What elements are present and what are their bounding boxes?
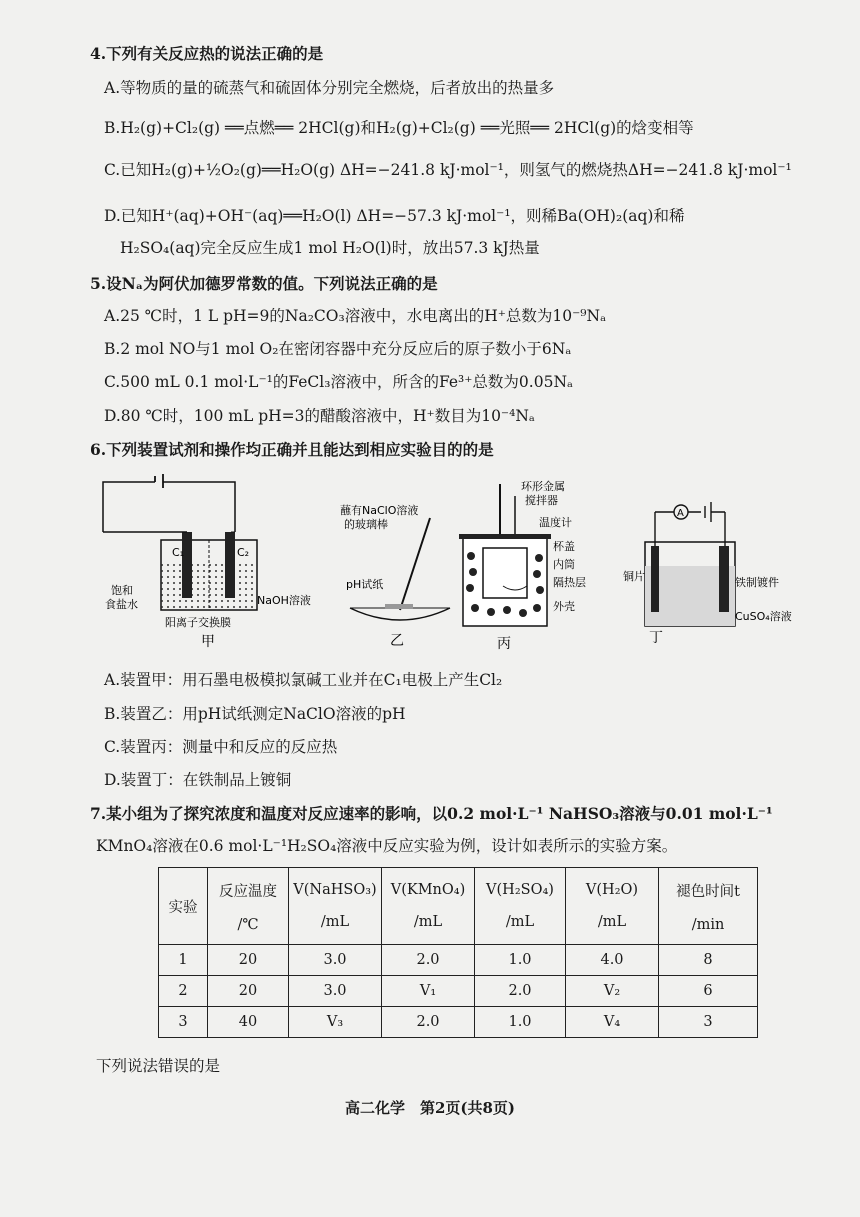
saturated-brine-label: 饱和 <box>111 584 133 597</box>
apparatus-yi-diagram <box>330 500 460 650</box>
header-v-h2so4: V(H₂SO₄) /mL <box>475 868 566 945</box>
cell: 2 <box>159 976 208 1007</box>
cell: 40 <box>208 1007 289 1038</box>
cuso4-label: CuSO₄溶液 <box>735 610 792 623</box>
q7-stem-line1: 7.某小组为了探究浓度和温度对反应速率的影响，以0.2 mol·L⁻¹ NaHSO₃溶液与0.01 mol·L⁻¹ <box>90 804 773 823</box>
q4-option-d-line2: H₂SO₄(aq)完全反应生成1 mol H₂O(l)时，放出57.3 kJ热量 <box>120 239 540 257</box>
table-row <box>159 976 758 1007</box>
inner-cup-label: 内筒 <box>553 558 575 571</box>
cell: 3.0 <box>289 945 382 976</box>
cell: 3 <box>159 1007 208 1038</box>
q5-option-b: B.2 mol NO与1 mol O₂在密闭容器中充分反应后的原子数小于6Nₐ <box>104 340 572 358</box>
q6-option-c: C.装置丙：测量中和反应的反应热 <box>104 738 338 756</box>
cell: V₁ <box>382 976 475 1007</box>
cell: 1.0 <box>475 945 566 976</box>
cell: 2.0 <box>382 1007 475 1038</box>
experiment-table <box>158 867 758 1038</box>
membrane-label: 阳离子交换膜 <box>165 616 231 629</box>
copper-label: 铜片 <box>623 570 645 583</box>
stirrer-label-2: 搅拌器 <box>525 494 558 507</box>
cell: 20 <box>208 945 289 976</box>
table-header-row <box>159 868 758 945</box>
header-temperature: 反应温度 /℃ <box>208 868 289 945</box>
q7-stem-line2: KMnO₄溶液在0.6 mol·L⁻¹H₂SO₄溶液中反应实验为例，设计如表所示的实验方案。 <box>96 837 678 855</box>
header-fade-time: 褪色时间t /min <box>659 868 758 945</box>
q5-option-d: D.80 ℃时，100 mL pH=3的醋酸溶液中，H⁺数目为10⁻⁴Nₐ <box>104 407 535 425</box>
cell: 2.0 <box>382 945 475 976</box>
page-footer: 高二化学 第2页(共8页) <box>344 1099 516 1117</box>
shell-label: 外壳 <box>553 600 575 613</box>
cell: 3 <box>659 1007 758 1038</box>
electrode-c2-label: C₂ <box>237 546 250 559</box>
apparatus-jia-name: 甲 <box>201 634 215 650</box>
ammeter-label: A <box>677 508 684 519</box>
header-v-kmno4: V(KMnO₄) /mL <box>382 868 475 945</box>
cell: 1 <box>159 945 208 976</box>
rod-label-1: 蘸有NaClO溶液 <box>340 504 419 517</box>
rod-label-2: 的玻璃棒 <box>344 518 388 531</box>
q5-stem: 5.设Nₐ为阿伏加德罗常数的值。下列说法正确的是 <box>90 274 438 293</box>
q7-after-table: 下列说法错误的是 <box>96 1057 221 1075</box>
header-v-nahso3: V(NaHSO₃) /mL <box>289 868 382 945</box>
table-row <box>159 1007 758 1038</box>
q5-option-c: C.500 mL 0.1 mol·L⁻¹的FeCl₃溶液中，所含的Fe³⁺总数为0.05Nₐ <box>104 373 573 391</box>
iron-item-label: 铁制镀件 <box>735 576 779 589</box>
apparatus-ding-diagram <box>623 500 792 650</box>
insulation-label: 隔热层 <box>553 576 586 589</box>
apparatus-bing-name: 丙 <box>497 636 511 652</box>
cell: 1.0 <box>475 1007 566 1038</box>
q4-option-c: C.已知H₂(g)+½O₂(g)══H₂O(g) ΔH=−241.8 kJ·mol⁻¹，则氢气的燃烧热ΔH=−241.8 kJ·mol⁻¹ <box>104 161 792 179</box>
q4-option-a: A.等物质的量的硫蒸气和硫固体分别完全燃烧，后者放出的热量多 <box>104 79 555 97</box>
apparatus-ding-name: 丁 <box>649 630 663 646</box>
cell: 8 <box>659 945 758 976</box>
q6-option-d: D.装置丁：在铁制品上镀铜 <box>104 771 292 789</box>
cell: 3.0 <box>289 976 382 1007</box>
q5-option-a: A.25 ℃时，1 L pH=9的Na₂CO₃溶液中，水电离出的H⁺总数为10⁻⁹Nₐ <box>104 307 607 325</box>
electrode-c1-label: C₁ <box>172 546 185 559</box>
apparatus-yi-name: 乙 <box>390 633 404 649</box>
q6-option-a: A.装置甲：用石墨电极模拟氯碱工业并在C₁电极上产生Cl₂ <box>104 671 503 689</box>
header-experiment: 实验 <box>159 868 208 945</box>
cell: 20 <box>208 976 289 1007</box>
q4-option-d-line1: D.已知H⁺(aq)+OH⁻(aq)══H₂O(l) ΔH=−57.3 kJ·mol⁻¹，则稀Ba(OH)₂(aq)和稀 <box>104 207 685 225</box>
thermometer-label: 温度计 <box>539 516 572 529</box>
table-row <box>159 945 758 976</box>
apparatus-jia-diagram <box>45 472 311 652</box>
q4-option-b: B.H₂(g)+Cl₂(g) ══点燃══ 2HCl(g)和H₂(g)+Cl₂(g) ══光照══ 2HCl(g)的焓变相等 <box>104 119 694 137</box>
saturated-brine-label-2: 食盐水 <box>105 598 138 611</box>
q4-stem: 4.下列有关反应热的说法正确的是 <box>90 44 324 63</box>
ph-paper-label: pH试纸 <box>346 578 384 591</box>
naoh-label: NaOH溶液 <box>257 594 311 607</box>
q6-option-b: B.装置乙：用pH试纸测定NaClO溶液的pH <box>104 705 406 723</box>
cell: 6 <box>659 976 758 1007</box>
cell: V₄ <box>566 1007 659 1038</box>
header-v-h2o: V(H₂O) /mL <box>566 868 659 945</box>
cell: 4.0 <box>566 945 659 976</box>
stirrer-label-1: 环形金属 <box>521 480 565 493</box>
q6-stem: 6.下列装置试剂和操作均正确并且能达到相应实验目的的是 <box>90 440 494 459</box>
lid-label: 杯盖 <box>553 540 575 553</box>
cell: V₃ <box>289 1007 382 1038</box>
apparatus-bing-diagram <box>455 476 615 652</box>
cell: V₂ <box>566 976 659 1007</box>
cell: 2.0 <box>475 976 566 1007</box>
